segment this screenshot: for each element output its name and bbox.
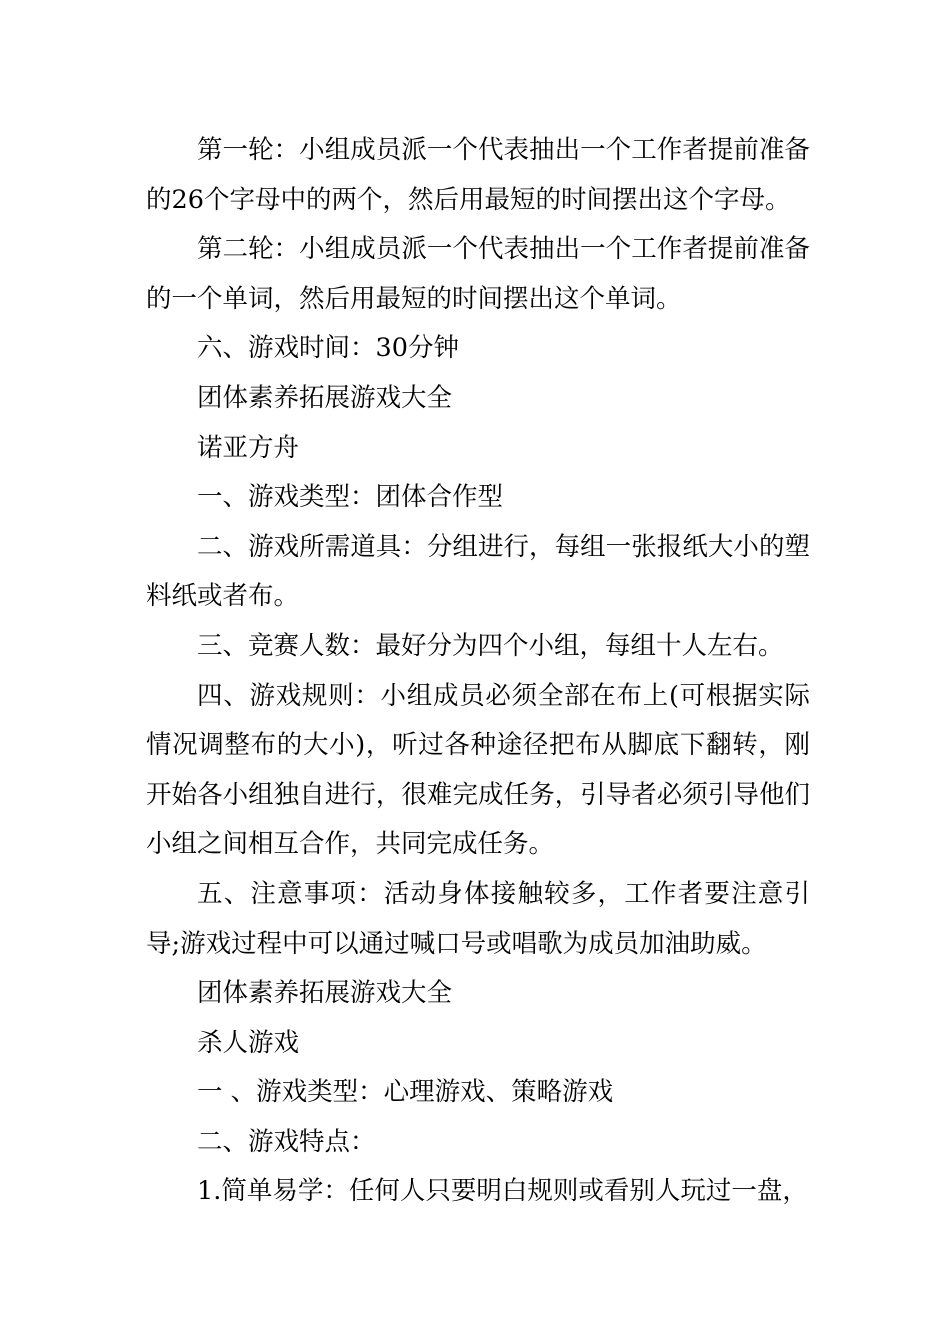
section-heading-collection-2: 团体素养拓展游戏大全 xyxy=(197,978,453,1009)
paragraph-participants: 三、竞赛人数：最好分为四个小组，每组十人左右。 xyxy=(197,630,784,661)
game-title-killer: 杀人游戏 xyxy=(197,1027,300,1058)
paragraph-game-rules: 四、游戏规则：小组成员必须全部在布上(可根据实际情况调整布的大小)，听过各种途径把布从脚底下翻转，刚开始各小组独自进行，很难完成任务，引导者必须引导他们小组之间相互合作，共同完成任务。 xyxy=(146,680,810,860)
paragraph-game-props: 二、游戏所需道具：分组进行，每组一张报纸大小的塑料纸或者布。 xyxy=(146,531,810,612)
section-heading-collection: 团体素养拓展游戏大全 xyxy=(197,382,453,413)
paragraph-killer-type: 一 、游戏类型：心理游戏、策略游戏 xyxy=(197,1077,614,1108)
document-body xyxy=(146,126,810,1217)
paragraph-round-one: 第一轮：小组成员派一个代表抽出一个工作者提前准备的26个字母中的两个，然后用最短的时间摆出这个字母。 xyxy=(146,135,810,215)
paragraph-easy-to-learn: 1.简单易学：任何人只要明白规则或看别人玩过一盘， xyxy=(197,1176,808,1207)
paragraph-notes: 五、注意事项：活动身体接触较多，工作者要注意引导;游戏过程中可以通过喊口号或唱歌为成员加油助威。 xyxy=(146,878,810,959)
paragraph-round-two: 第二轮：小组成员派一个代表抽出一个工作者提前准备的一个单词，然后用最短的时间摆出这个单词。 xyxy=(146,234,810,314)
game-title-noahs-ark: 诺亚方舟 xyxy=(197,432,300,463)
paragraph-game-type: 一、游戏类型：团体合作型 xyxy=(197,482,504,513)
paragraph-game-time: 六、游戏时间：30分钟 xyxy=(197,333,459,364)
paragraph-killer-features: 二、游戏特点： xyxy=(197,1126,376,1157)
